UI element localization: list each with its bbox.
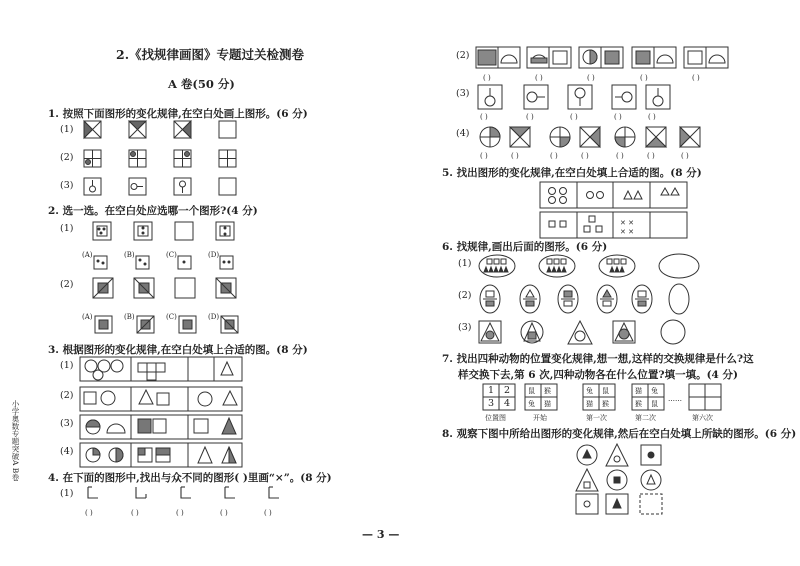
q1-prompt: 1. 按照下面图形的变化规律,在空白处画上图形。(6 分) bbox=[48, 108, 308, 120]
q2-row1-label: (1) bbox=[60, 223, 74, 234]
q3-row1-label: (1) bbox=[60, 360, 74, 371]
q6-row2-label: (2) bbox=[458, 290, 472, 301]
pos-4: 4 bbox=[504, 398, 511, 409]
start-3: 兔 bbox=[528, 400, 535, 408]
r4-answer-3[interactable]: ( ) bbox=[550, 152, 558, 160]
pos-2: 2 bbox=[504, 385, 511, 396]
q1-row2-label: (2) bbox=[60, 152, 74, 163]
start-4: 猫 bbox=[544, 400, 551, 408]
r4-answer-6[interactable]: ( ) bbox=[647, 152, 655, 160]
section-heading: A 卷(50 分) bbox=[168, 77, 235, 91]
r3-answer-3[interactable]: ( ) bbox=[570, 113, 578, 121]
r4-answer-5[interactable]: ( ) bbox=[616, 152, 624, 160]
q4-answer-4[interactable]: ( ) bbox=[220, 509, 228, 517]
page-number: — 3 — bbox=[362, 528, 400, 541]
r3-answer-1[interactable]: ( ) bbox=[480, 113, 488, 121]
second-3: 猴 bbox=[635, 400, 642, 408]
r2-answer-4[interactable]: ( ) bbox=[640, 74, 648, 82]
q8-prompt: 8. 观察下图中所给出图形的变化规律,然后在空白处填上所缺的图形。(6 分) bbox=[442, 428, 797, 440]
second-2: 兔 bbox=[651, 387, 658, 395]
first-2: 鼠 bbox=[602, 387, 609, 395]
first-3: 猫 bbox=[586, 400, 593, 408]
q3-row3-label: (3) bbox=[60, 418, 74, 429]
pos-3: 3 bbox=[488, 398, 495, 409]
ellipsis: …… bbox=[668, 395, 682, 403]
q2-prompt: 2. 选一选。在空白处应选哪一个图形?(4 分) bbox=[48, 205, 258, 217]
q2-row2-label: (2) bbox=[60, 279, 74, 290]
r4-answer-1[interactable]: ( ) bbox=[480, 152, 488, 160]
first-4: 猴 bbox=[602, 400, 609, 408]
r3-answer-2[interactable]: ( ) bbox=[526, 113, 534, 121]
q2-1-option-d[interactable]: (D) bbox=[208, 251, 220, 259]
side-series-label: 小学奥数专题突破A B卷 bbox=[11, 400, 20, 481]
q2-1-option-c[interactable]: (C) bbox=[166, 251, 177, 259]
r2-answer-2[interactable]: ( ) bbox=[535, 74, 543, 82]
q6-row1-label: (1) bbox=[458, 258, 472, 269]
start-2: 猴 bbox=[544, 387, 551, 395]
svg-text:✕ ✕: ✕ ✕ bbox=[620, 219, 634, 227]
q4-row4-label: (4) bbox=[456, 128, 470, 139]
label-second: 第二次 bbox=[635, 414, 656, 422]
q1-row1-label: (1) bbox=[60, 124, 74, 135]
q4-answer-3[interactable]: ( ) bbox=[176, 509, 184, 517]
r2-answer-5[interactable]: ( ) bbox=[692, 74, 700, 82]
q3-row2-label: (2) bbox=[60, 390, 74, 401]
page-title: 2.《找规律画图》专题过关检测卷 bbox=[116, 47, 305, 62]
r4-answer-4[interactable]: ( ) bbox=[581, 152, 589, 160]
q4-row1-label: (1) bbox=[60, 488, 74, 499]
r4-answer-2[interactable]: ( ) bbox=[511, 152, 519, 160]
q2-2-option-a[interactable]: (A) bbox=[82, 313, 93, 321]
q1-row3-label: (3) bbox=[60, 180, 74, 191]
q6-prompt: 6. 找规律,画出后面的图形。(6 分) bbox=[442, 241, 608, 253]
label-position: 位置图 bbox=[485, 414, 506, 422]
second-4: 鼠 bbox=[651, 400, 658, 408]
q2-1-option-a[interactable]: (A) bbox=[82, 251, 93, 259]
q5-prompt: 5. 找出图形的变化规律,在空白处填上合适的图。(8 分) bbox=[442, 167, 702, 179]
q7-prompt: 7. 找出四种动物的位置变化规律,想一想,这样的交换规律是什么?这 bbox=[442, 353, 754, 365]
first-1: 兔 bbox=[586, 387, 593, 395]
q2-2-option-b[interactable]: (B) bbox=[124, 313, 135, 321]
q7-prompt-line2: 样交换下去,第 6 次,四种动物各在什么位置?填一填。(4 分) bbox=[458, 369, 738, 381]
start-1: 鼠 bbox=[528, 387, 535, 395]
label-first: 第一次 bbox=[586, 414, 607, 422]
q4-answer-5[interactable]: ( ) bbox=[264, 509, 272, 517]
q4-row3-label: (3) bbox=[456, 88, 470, 99]
q3-row4-label: (4) bbox=[60, 446, 74, 457]
pos-1: 1 bbox=[488, 385, 495, 396]
r3-answer-4[interactable]: ( ) bbox=[614, 113, 622, 121]
q2-2-option-d[interactable]: (D) bbox=[208, 313, 220, 321]
q4-row2-label: (2) bbox=[456, 50, 470, 61]
q2-1-option-b[interactable]: (B) bbox=[124, 251, 135, 259]
svg-text:✕ ✕: ✕ ✕ bbox=[620, 228, 634, 236]
r2-answer-3[interactable]: ( ) bbox=[587, 74, 595, 82]
q2-2-option-c[interactable]: (C) bbox=[166, 313, 177, 321]
second-1: 猫 bbox=[635, 387, 642, 395]
label-sixth: 第六次 bbox=[692, 414, 713, 422]
q4-prompt: 4. 在下面的图形中,找出与众不同的图形( )里画“×”。(8 分) bbox=[48, 472, 332, 484]
q6-row3-label: (3) bbox=[458, 322, 472, 333]
r2-answer-1[interactable]: ( ) bbox=[483, 74, 491, 82]
label-start: 开始 bbox=[533, 414, 547, 422]
r3-answer-5[interactable]: ( ) bbox=[648, 113, 656, 121]
q4-answer-1[interactable]: ( ) bbox=[85, 509, 93, 517]
q3-prompt: 3. 根据图形的变化规律,在空白处填上合适的图。(8 分) bbox=[48, 344, 308, 356]
q4-answer-2[interactable]: ( ) bbox=[131, 509, 139, 517]
r4-answer-7[interactable]: ( ) bbox=[681, 152, 689, 160]
